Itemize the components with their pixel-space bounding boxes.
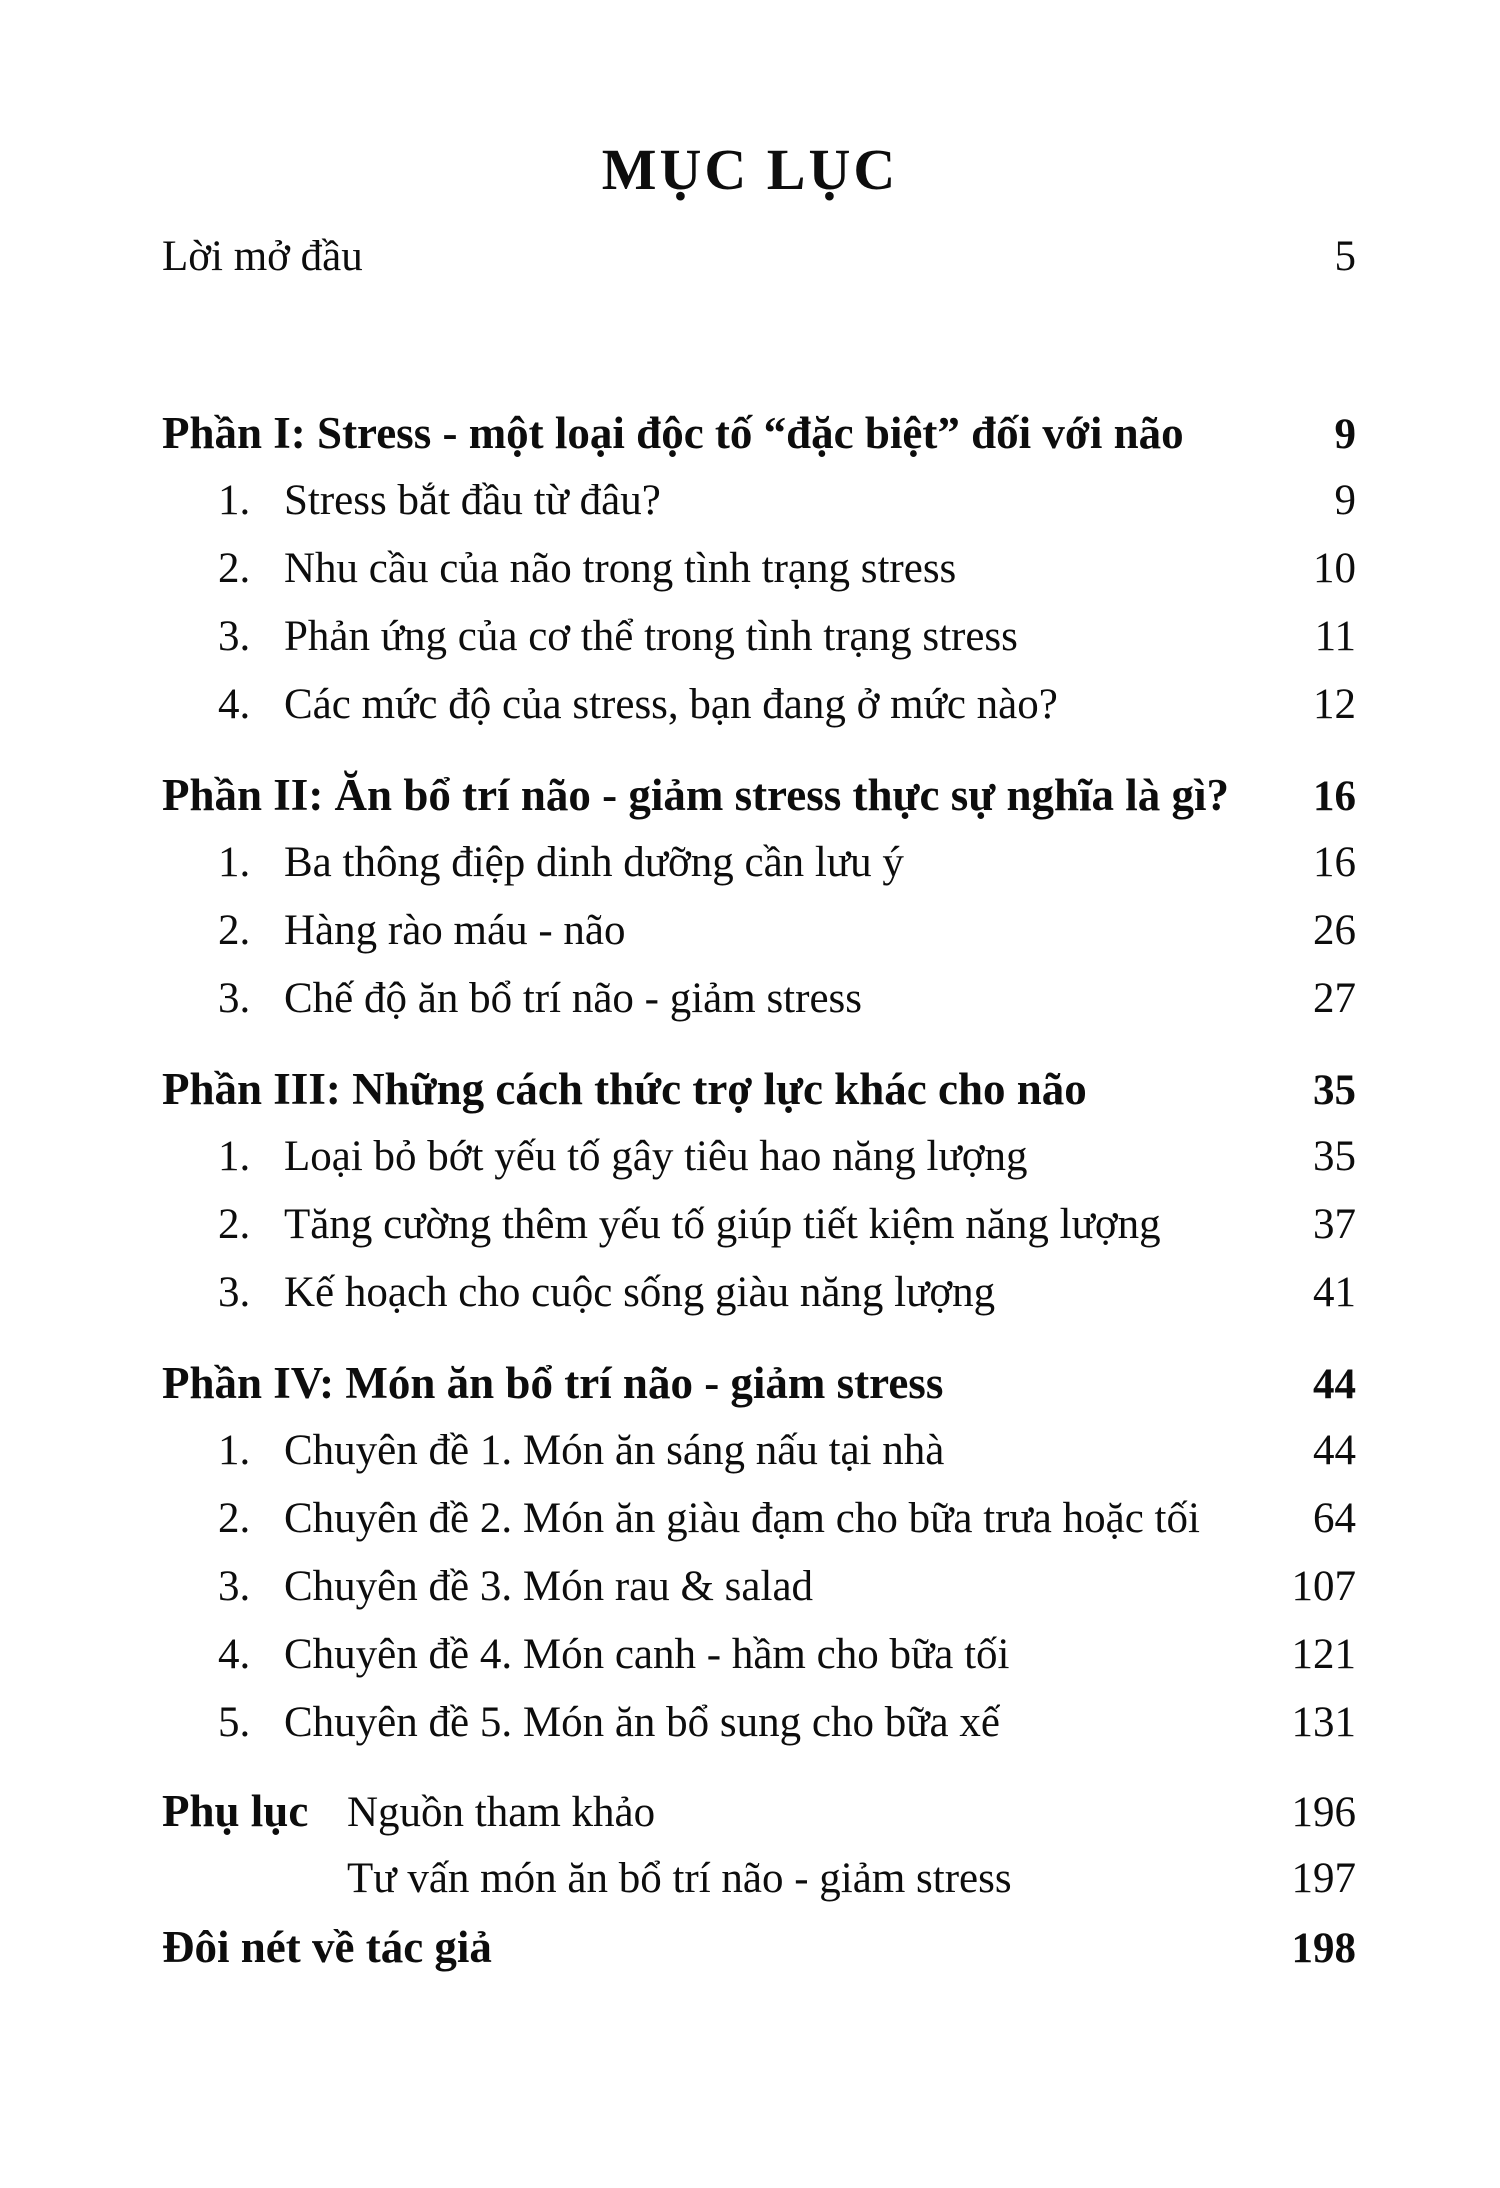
entry-number: 1. xyxy=(218,477,251,524)
entry-label: Chuyên đề 1. Món ăn sáng nấu tại nhà xyxy=(284,1427,945,1474)
entry-number: 4. xyxy=(218,681,251,728)
toc-row xyxy=(162,1262,1356,1330)
entry-page: 131 xyxy=(1291,1699,1356,1746)
entry-number: 3. xyxy=(218,1269,251,1316)
toc-row xyxy=(162,968,1356,1036)
entry-label: Loại bỏ bớt yếu tố gây tiêu hao năng lượng xyxy=(284,1133,1028,1180)
entry-number: 1. xyxy=(218,1427,251,1474)
entry-label: Lời mở đầu xyxy=(162,233,363,280)
entry-label: Nguồn tham khảo xyxy=(347,1789,656,1836)
entry-page: 35 xyxy=(1313,1067,1356,1114)
entry-number: 5. xyxy=(218,1699,251,1746)
entry-page: 9 xyxy=(1334,477,1356,524)
entry-page: 121 xyxy=(1291,1631,1356,1678)
entry-page: 196 xyxy=(1291,1789,1356,1836)
appendix-prefix: Phụ lục xyxy=(162,1786,309,1836)
entry-label: Chuyên đề 4. Món canh - hầm cho bữa tối xyxy=(284,1631,1010,1678)
entry-number: 1. xyxy=(218,1133,251,1180)
entry-page: 5 xyxy=(1334,233,1356,280)
entry-page: 12 xyxy=(1313,681,1356,728)
entry-label: Các mức độ của stress, bạn đang ở mức nào? xyxy=(284,681,1058,728)
entry-page: 27 xyxy=(1313,975,1356,1022)
toc-row-section xyxy=(162,402,1356,470)
toc-row xyxy=(162,1556,1356,1624)
entry-number: 2. xyxy=(218,545,251,592)
entry-page: 16 xyxy=(1313,839,1356,886)
toc-row-appendix xyxy=(162,1780,1356,1848)
entry-page: 44 xyxy=(1313,1361,1356,1408)
toc-row xyxy=(162,1194,1356,1262)
entry-page: 197 xyxy=(1291,1855,1356,1902)
entry-page: 41 xyxy=(1313,1269,1356,1316)
entry-number: 3. xyxy=(218,613,251,660)
entry-page: 37 xyxy=(1313,1201,1356,1248)
entry-label: Phần II: Ăn bổ trí não - giảm stress thực sự nghĩa là gì? xyxy=(162,770,1230,820)
toc-row xyxy=(162,538,1356,606)
entry-label: Ba thông điệp dinh dưỡng cần lưu ý xyxy=(284,839,904,886)
entry-number: 1. xyxy=(218,839,251,886)
page-title: MỤC LỤC xyxy=(601,137,899,202)
entry-number: 3. xyxy=(218,975,251,1022)
entry-label: Hàng rào máu - não xyxy=(284,907,626,954)
entry-label: Phần III: Những cách thức trợ lực khác cho não xyxy=(162,1064,1087,1114)
toc-row xyxy=(162,1488,1356,1556)
entry-label: Phản ứng của cơ thể trong tình trạng stress xyxy=(284,613,1018,660)
entry-number: 3. xyxy=(218,1563,251,1610)
toc-row xyxy=(162,1420,1356,1488)
entry-page: 16 xyxy=(1313,773,1356,820)
toc-row-section xyxy=(162,1352,1356,1420)
entry-label: Đôi nét về tác giả xyxy=(162,1922,492,1972)
entry-label: Stress bắt đầu từ đâu? xyxy=(284,477,661,524)
toc-row-section xyxy=(162,764,1356,832)
entry-label: Tư vấn món ăn bổ trí não - giảm stress xyxy=(347,1855,1012,1902)
toc-row-section xyxy=(162,1916,1356,1984)
toc-row xyxy=(162,674,1356,742)
toc-row xyxy=(162,606,1356,674)
toc-row xyxy=(162,832,1356,900)
entry-label: Chuyên đề 2. Món ăn giàu đạm cho bữa trưa hoặc tối xyxy=(284,1495,1200,1542)
entry-page: 9 xyxy=(1334,411,1356,458)
entry-label: Chế độ ăn bổ trí não - giảm stress xyxy=(284,975,863,1022)
entry-page: 107 xyxy=(1291,1563,1356,1610)
entry-page: 64 xyxy=(1313,1495,1356,1542)
entry-page: 44 xyxy=(1313,1427,1356,1474)
table-of-contents xyxy=(162,226,1356,1984)
entry-page: 11 xyxy=(1314,613,1356,660)
entry-label: Phần I: Stress - một loại độc tố “đặc biệt” đối với não xyxy=(162,408,1184,458)
entry-number: 4. xyxy=(218,1631,251,1678)
entry-label: Phần IV: Món ăn bổ trí não - giảm stress xyxy=(162,1358,944,1408)
entry-page: 10 xyxy=(1313,545,1356,592)
entry-label: Nhu cầu của não trong tình trạng stress xyxy=(284,545,957,592)
entry-page: 198 xyxy=(1291,1925,1356,1972)
entry-number: 2. xyxy=(218,1495,251,1542)
toc-row xyxy=(162,470,1356,538)
entry-page: 35 xyxy=(1313,1133,1356,1180)
entry-page: 26 xyxy=(1313,907,1356,954)
toc-row xyxy=(162,1692,1356,1760)
entry-number: 2. xyxy=(218,1201,251,1248)
entry-label: Chuyên đề 5. Món ăn bổ sung cho bữa xế xyxy=(284,1699,1000,1746)
entry-label: Tăng cường thêm yếu tố giúp tiết kiệm năng lượng xyxy=(284,1201,1161,1248)
entry-number: 2. xyxy=(218,907,251,954)
entry-label: Chuyên đề 3. Món rau & salad xyxy=(284,1563,814,1610)
toc-row-section xyxy=(162,1058,1356,1126)
toc-row xyxy=(162,1848,1356,1916)
toc-row xyxy=(162,1126,1356,1194)
toc-row xyxy=(162,900,1356,968)
entry-label: Kế hoạch cho cuộc sống giàu năng lượng xyxy=(284,1269,996,1316)
toc-row xyxy=(162,226,1356,294)
toc-row xyxy=(162,1624,1356,1692)
